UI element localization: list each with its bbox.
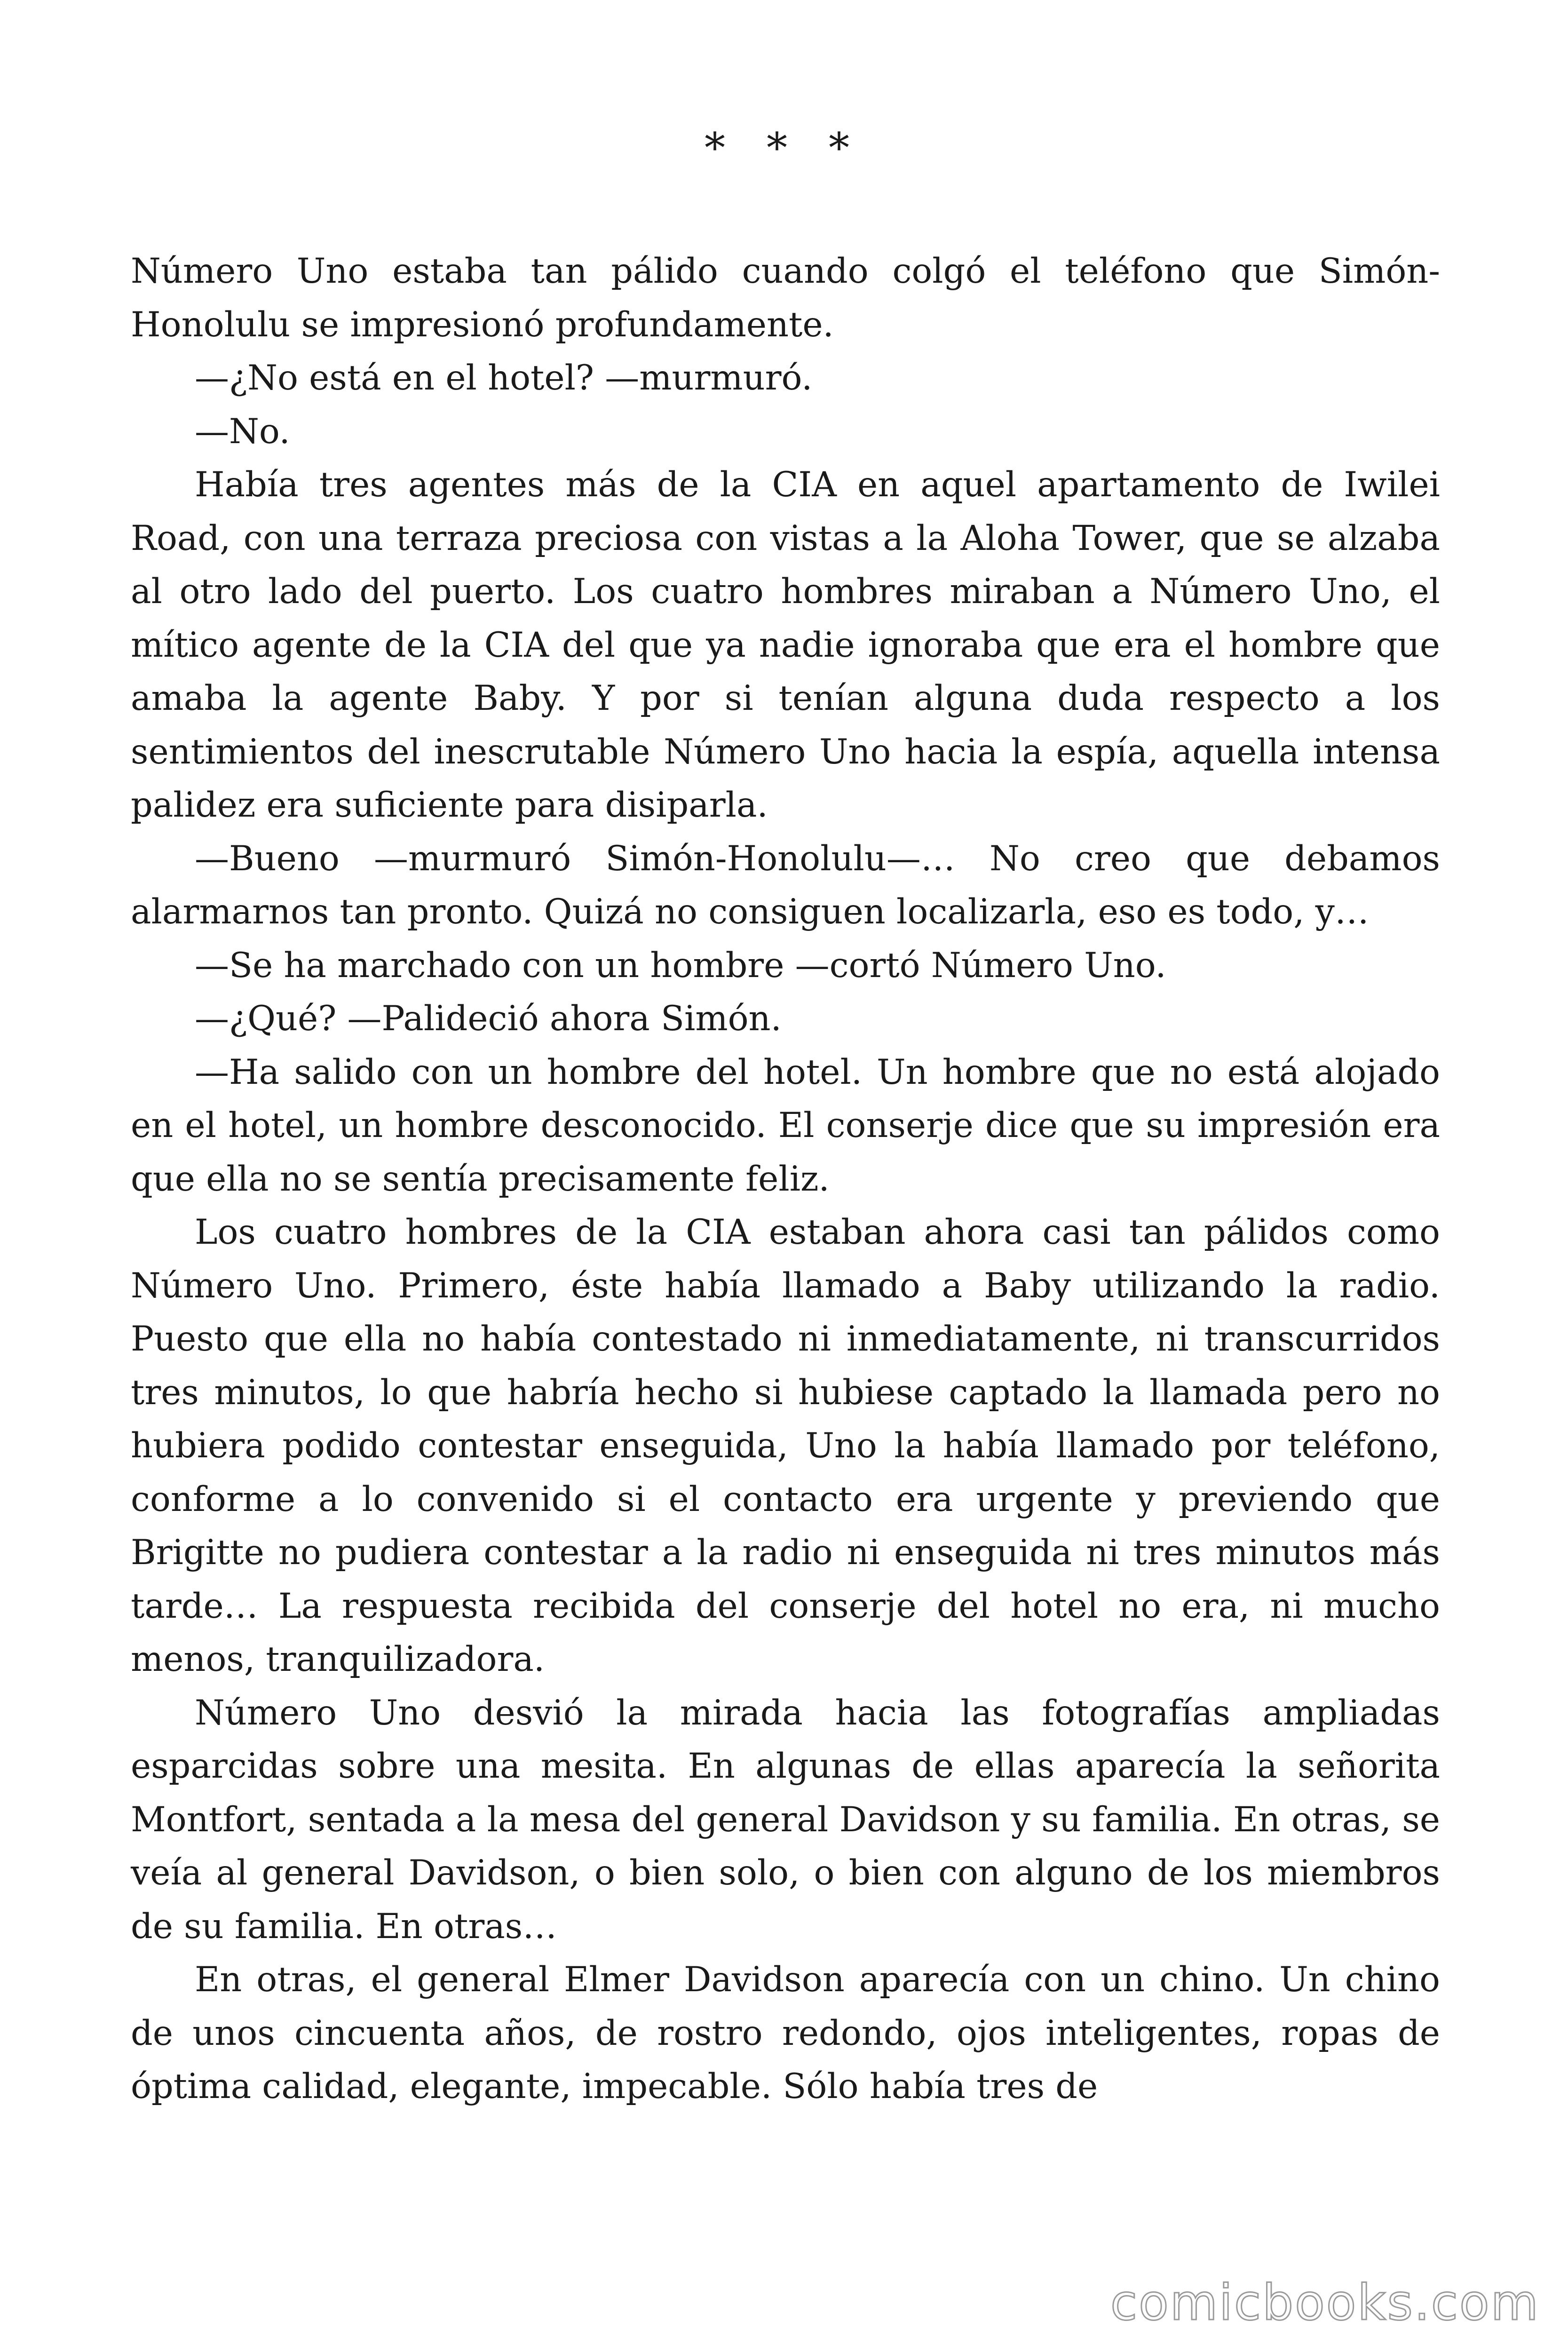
paragraph: En otras, el general Elmer Davidson aparecía con un chino. Un chino de unos cincuenta años, de rostro redondo, ojos inteligentes, ropas de óptima calidad, elegante, impecable. Sólo había tres de	[131, 1960, 1440, 2106]
paragraph: —Ha salido con un hombre del hotel. Un hombre que no está alojado en el hotel, un hombre desconocido. El conserje dice que su impresión era que ella no se sentía precisamente feliz.	[131, 1052, 1440, 1199]
paragraph: —No.	[195, 411, 290, 452]
body-text	[131, 245, 1440, 2114]
section-separator: * * *	[705, 124, 863, 172]
paragraph: —Bueno —murmuró Simón-Honolulu—… No creo que debamos alarmarnos tan pronto. Quizá no consiguen localizarla, eso es todo, y…	[131, 838, 1440, 932]
watermark-logo: comicbooks.com	[1110, 2274, 1540, 2331]
paragraph: Los cuatro hombres de la CIA estaban ahora casi tan pálidos como Número Uno. Primero, éste había llamado a Baby utilizando la radio. Puesto que ella no había contestado ni inmediatamente, ni transcurridos tres minutos, lo que habría hecho si hubiese captado la llamada pero no hubiera podido contestar enseguida, Uno la había llamado por teléfono, conforme a lo convenido si el contacto era urgente y previendo que Brigitte no pudiera contestar a la radio ni enseguida ni tres minutos más tarde… La respuesta recibida del conserje del hotel no era, ni mucho menos, tranquilizadora.	[131, 1212, 1440, 1679]
paragraph: —¿Qué? —Palideció ahora Simón.	[195, 999, 782, 1039]
paragraph: Había tres agentes más de la CIA en aquel apartamento de Iwilei Road, con una terraza preciosa con vistas a la Aloha Tower, que se alzaba al otro lado del puerto. Los cuatro hombres miraban a Número Uno, el mítico agente de la CIA del que ya nadie ignoraba que era el hombre que amaba la agente Baby. Y por si tenían alguna duda respecto a los sentimientos del inescrutable Número Uno hacia la espía, aquella intensa palidez era suficiente para disiparla.	[131, 465, 1440, 825]
paragraph: —Se ha marchado con un hombre —cortó Número Uno.	[195, 945, 1166, 985]
paragraph: —¿No está en el hotel? —murmuró.	[195, 358, 813, 398]
paragraph: Número Uno desvió la mirada hacia las fotografías ampliadas esparcidas sobre una mesita. En algunas de ellas aparecía la señorita Montfort, sentada a la mesa del general Davidson y su familia. En otras, se veía al general Davidson, o bien solo, o bien con alguno de los miembros de su familia. En otras…	[131, 1692, 1440, 1947]
paragraph: Número Uno estaba tan pálido cuando colgó el teléfono que Simón-Honolulu se impresionó profundamente.	[131, 251, 1440, 345]
